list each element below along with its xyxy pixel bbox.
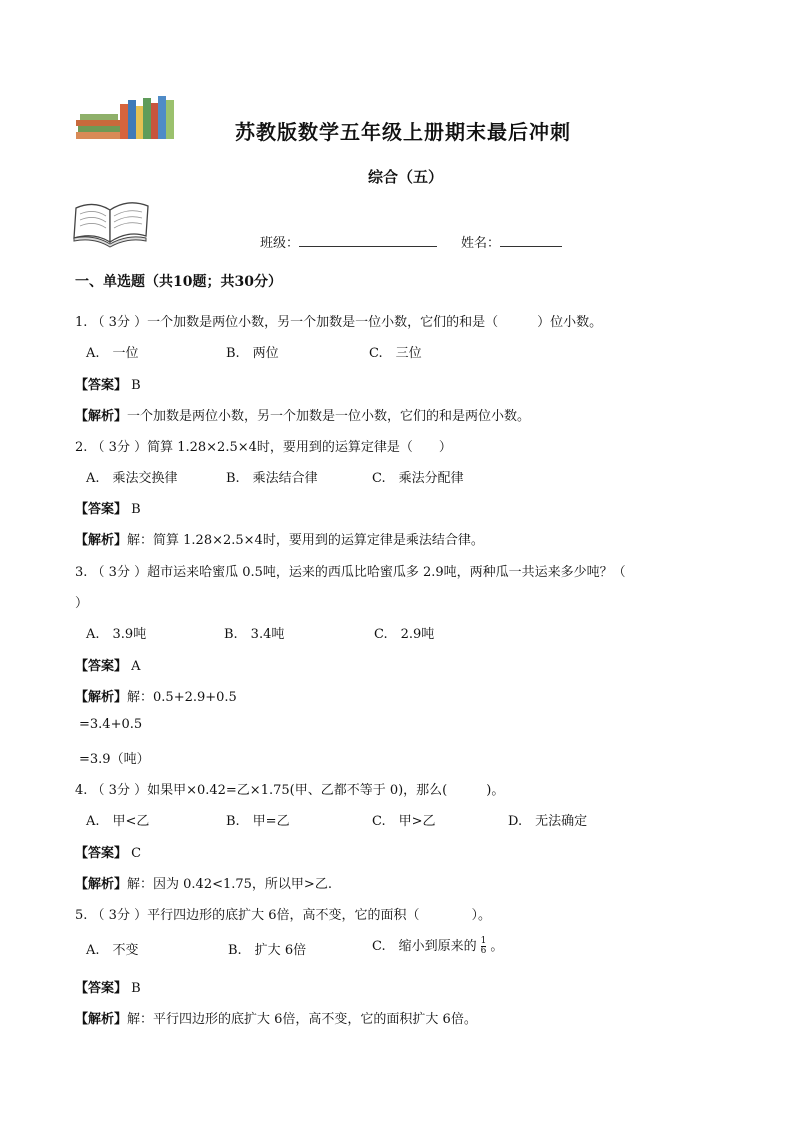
- answer-value: C: [131, 846, 142, 861]
- answer-label: 【答案】: [75, 502, 128, 517]
- analysis-step: =3.9（吨）: [79, 752, 150, 767]
- analysis-text: 解：0.5+2.9+0.5: [127, 690, 237, 705]
- option-a: A. 不变: [86, 943, 139, 958]
- analysis-text: 解：简算 1.28×2.5×4时，要用到的运算定律是乘法结合律。: [127, 533, 484, 548]
- option-a: A. 一位: [86, 346, 139, 361]
- option-b: B. 3.4吨: [224, 627, 285, 642]
- option-c-suffix: 。: [490, 939, 504, 954]
- option-b: B. 甲=乙: [226, 814, 290, 829]
- fraction-numerator: 1: [480, 936, 487, 946]
- answer-label: 【答案】: [75, 659, 128, 674]
- option-a: A. 3.9吨: [86, 627, 147, 642]
- answer-value: B: [131, 378, 141, 393]
- fraction-denominator: 6: [480, 946, 487, 956]
- option-b: B. 扩大 6倍: [228, 943, 307, 958]
- option-c: [372, 935, 503, 956]
- books-illustration: [76, 94, 176, 142]
- analysis-step: =3.4+0.5: [79, 717, 143, 732]
- answer-label: 【答案】: [75, 981, 128, 996]
- analysis-line: [75, 405, 530, 424]
- name-field[interactable]: [461, 232, 562, 251]
- answer-value: A: [131, 659, 141, 674]
- analysis-line: [75, 686, 237, 705]
- answer-value: B: [131, 502, 141, 517]
- name-label: 姓名：: [461, 236, 501, 251]
- option-c: C. 三位: [369, 346, 422, 361]
- answer-label: 【答案】: [75, 846, 128, 861]
- question-stem: 4. （ 3分 ）如果甲×0.42=乙×1.75(甲、乙都不等于 0)，那么( )。: [75, 783, 505, 798]
- answer-line: [75, 842, 141, 861]
- answer-line: [75, 977, 141, 996]
- section-heading: 一、单选题（共10题；共30分）: [75, 274, 282, 290]
- option-a: A. 甲<乙: [86, 814, 150, 829]
- page-subtitle: 综合（五）: [368, 168, 444, 186]
- question-stem: 2. （ 3分 ）简算 1.28×2.5×4时，要用到的运算定律是（ ）: [75, 440, 452, 455]
- answer-label: 【答案】: [75, 378, 128, 393]
- option-b: B. 两位: [226, 346, 279, 361]
- analysis-text: 解：因为 0.42<1.75，所以甲>乙.: [127, 877, 332, 892]
- class-blank[interactable]: [299, 234, 437, 247]
- option-c: C. 甲>乙: [372, 814, 436, 829]
- open-book-icon: [70, 196, 152, 248]
- analysis-label: 【解析】: [75, 533, 128, 548]
- analysis-label: 【解析】: [75, 690, 128, 705]
- answer-line: [75, 374, 141, 393]
- answer-value: B: [131, 981, 141, 996]
- question-stem: 3. （ 3分 ）超市运来哈蜜瓜 0.5吨，运来的西瓜比哈蜜瓜多 2.9吨，两种瓜一共运来多少吨？（: [75, 565, 626, 580]
- option-d: D. 无法确定: [508, 814, 588, 829]
- analysis-line: [75, 873, 332, 892]
- answer-line: [75, 655, 141, 674]
- fraction: [481, 937, 487, 956]
- question-stem: 1. （ 3分 ）一个加数是两位小数，另一个加数是一位小数，它们的和是（ ）位小数。: [75, 315, 603, 330]
- analysis-label: 【解析】: [75, 1012, 128, 1027]
- analysis-text: 一个加数是两位小数，另一个加数是一位小数，它们的和是两位小数。: [127, 409, 531, 424]
- option-b: B. 乘法结合律: [226, 471, 318, 486]
- name-blank[interactable]: [500, 234, 562, 247]
- page-title: 苏教版数学五年级上册期末最后冲刺: [235, 120, 571, 144]
- option-c-text: C. 缩小到原来的: [372, 939, 477, 954]
- option-c: C. 乘法分配律: [372, 471, 464, 486]
- analysis-line: [75, 529, 484, 548]
- question-stem: 5. （ 3分 ）平行四边形的底扩大 6倍，高不变，它的面积（ ）。: [75, 908, 491, 923]
- class-label: 班级：: [260, 236, 300, 251]
- analysis-text: 解：平行四边形的底扩大 6倍，高不变，它的面积扩大 6倍。: [127, 1012, 477, 1027]
- analysis-line: [75, 1008, 477, 1027]
- question-stem-continued: ）: [75, 596, 89, 611]
- option-a: A. 乘法交换律: [86, 471, 178, 486]
- analysis-label: 【解析】: [75, 409, 128, 424]
- option-c: C. 2.9吨: [374, 627, 435, 642]
- class-field[interactable]: [260, 232, 437, 251]
- analysis-label: 【解析】: [75, 877, 128, 892]
- answer-line: [75, 498, 141, 517]
